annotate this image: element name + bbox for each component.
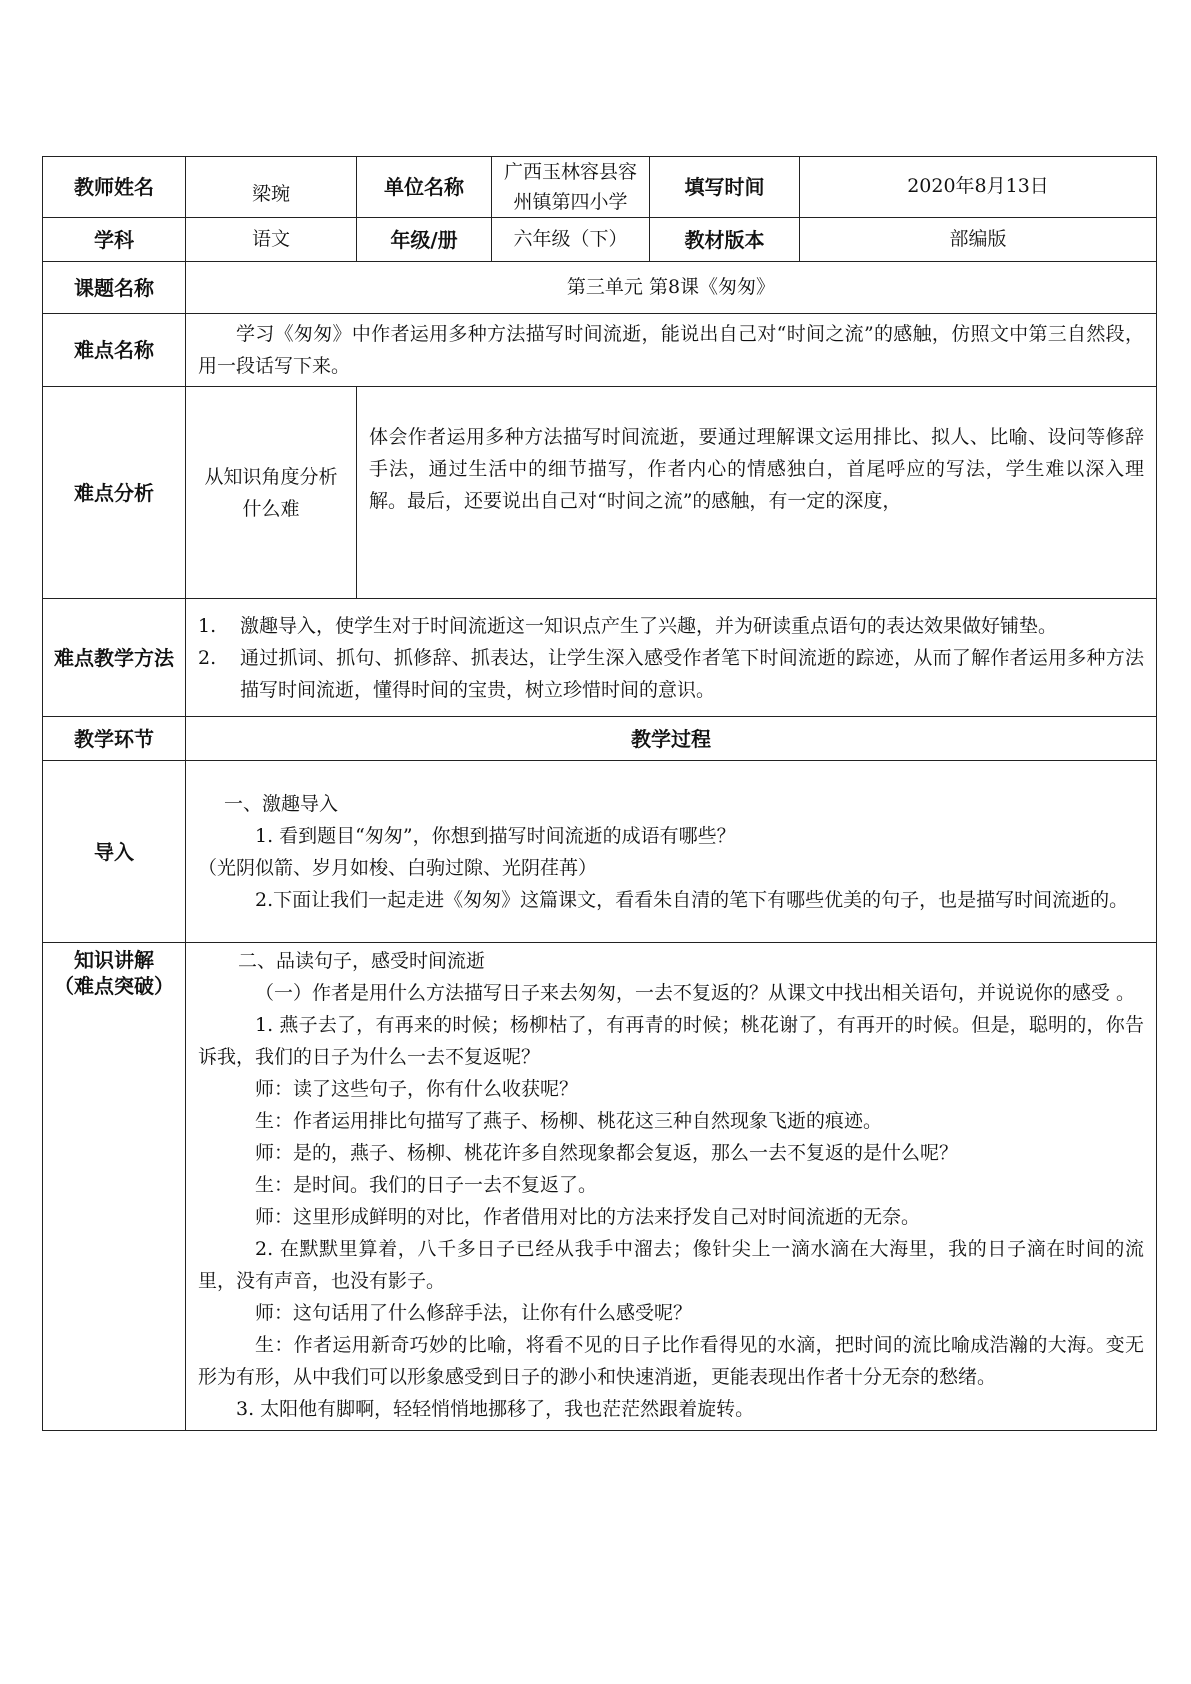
intro-transition: 2.下面让我们一起走进《匆匆》这篇课文，看看朱自清的笔下有哪些优美的句子，也是描写时间流逝的。 [255, 888, 1129, 911]
process-header-row [43, 717, 1157, 761]
difficulty-analysis-row [43, 387, 1157, 599]
knowledge-dialogue: 生：作者运用新奇巧妙的比喻，将看不见的日子比作看得见的水滴，把时间的流比喻成浩瀚的大海。变无形为有形，从中我们可以形象感受到日子的渺小和快速消逝，更能表现出作者十分无奈的愁绪。 [198, 1334, 1144, 1388]
subject-label: 学科 [43, 218, 186, 262]
grade-value: 六年级（下） [492, 218, 650, 262]
difficulty-analysis-sublabel: 从知识角度分析什么难 [186, 387, 357, 599]
list-item-text: 通过抓词、抓句、抓修辞、抓表达，让学生深入感受作者笔下时间流逝的踪迹，从而了解作者运用多种方法描写时间流逝，懂得时间的宝贵，树立珍惜时间的意识。 [240, 646, 1144, 701]
header-row-1 [43, 157, 1157, 218]
unit-name-value: 广西玉林容县容州镇第四小学 [492, 157, 650, 218]
teaching-method-row [43, 599, 1157, 717]
topic-row [43, 262, 1157, 314]
list-item [198, 610, 1144, 642]
list-item-number: 1. [198, 614, 217, 637]
list-item [198, 642, 1144, 706]
teaching-method-label: 难点教学方法 [43, 599, 186, 717]
knowledge-sentence-2: 2. 在默默里算着，八千多日子已经从我手中溜去；像针尖上一滴水滴在大海里，我的日子滴在时间的流里，没有声音，也没有影子。 [198, 1238, 1144, 1292]
intro-label: 导入 [43, 761, 186, 943]
knowledge-question: （一）作者是用什么方法描写日子来去匆匆，一去不复返的？从课文中找出相关语句，并说说你的感受 。 [255, 982, 1136, 1004]
difficulty-analysis-text: 体会作者运用多种方法描写时间流逝，要通过理解课文运用排比、拟人、比喻、设问等修辞手法，通过生活中的细节描写，作者内心的情感独白，首尾呼应的写法，学生难以深入理解。最后，还要说出自己对“时间之流”的感触，有一定的深度， [369, 425, 1144, 512]
difficulty-analysis-label: 难点分析 [43, 387, 186, 599]
subject-value: 语文 [186, 218, 357, 262]
knowledge-dialogue: 生：作者运用排比句描写了燕子、杨柳、桃花这三种自然现象飞逝的痕迹。 [255, 1110, 883, 1132]
intro-row [43, 761, 1157, 943]
knowledge-dialogue: 师：读了这些句子，你有什么收获呢？ [255, 1078, 579, 1100]
difficulty-analysis-cell [357, 387, 1157, 599]
fill-date-label: 填写时间 [650, 157, 800, 218]
teaching-method-list [186, 610, 1156, 706]
lesson-plan-table [42, 156, 1157, 1431]
list-item-number: 2. [198, 646, 217, 669]
intro-heading: 一、激趣导入 [224, 792, 339, 815]
unit-name-label: 单位名称 [357, 157, 492, 218]
knowledge-label: 知识讲解 [74, 948, 154, 972]
difficulty-name-row [43, 314, 1157, 387]
topic-value: 第三单元 第8课《匆匆》 [186, 262, 1157, 314]
difficulty-name-cell [186, 314, 1157, 387]
topic-label: 课题名称 [43, 262, 186, 314]
edition-label: 教材版本 [650, 218, 800, 262]
knowledge-dialogue: 师：这里形成鲜明的对比，作者借用对比的方法来抒发自己对时间流逝的无奈。 [255, 1206, 921, 1228]
intro-cell [186, 761, 1157, 943]
edition-value: 部编版 [800, 218, 1157, 262]
header-row-2 [43, 218, 1157, 262]
lesson-plan-sheet [42, 156, 1156, 1431]
fill-date-value: 2020年8月13日 [800, 157, 1157, 218]
grade-label: 年级/册 [357, 218, 492, 262]
teaching-process-label: 教学过程 [186, 717, 1157, 761]
difficulty-name-text: 学习《匆匆》中作者运用多种方法描写时间流逝，能说出自己对“时间之流”的感触，仿照文中第三自然段，用一段话写下来。 [198, 323, 1144, 377]
teaching-stage-label: 教学环节 [43, 717, 186, 761]
knowledge-row [43, 943, 1157, 1431]
intro-question: 1. 看到题目“匆匆”，你想到描写时间流逝的成语有哪些？ [255, 824, 736, 847]
teaching-method-cell [186, 599, 1157, 717]
knowledge-dialogue: 师：这句话用了什么修辞手法，让你有什么感受呢？ [255, 1302, 693, 1324]
knowledge-heading: 二、品读句子，感受时间流逝 [238, 950, 486, 972]
knowledge-dialogue: 生：是时间。我们的日子一去不复返了。 [255, 1174, 598, 1196]
knowledge-sentence-3: 3. 太阳他有脚啊，轻轻悄悄地挪移了，我也茫茫然跟着旋转。 [236, 1398, 755, 1420]
knowledge-sublabel: （难点突破） [54, 974, 174, 998]
difficulty-name-label: 难点名称 [43, 314, 186, 387]
knowledge-cell [186, 943, 1157, 1431]
knowledge-sentence-1: 1. 燕子去了，有再来的时候；杨柳枯了，有再青的时候；桃花谢了，有再开的时候。但是，聪明的，你告诉我，我们的日子为什么一去不复返呢？ [198, 1014, 1144, 1068]
teacher-name-value: 梁琬 [186, 157, 357, 218]
teacher-name-label: 教师姓名 [43, 157, 186, 218]
list-item-text: 激趣导入，使学生对于时间流逝这一知识点产生了兴趣，并为研读重点语句的表达效果做好铺垫。 [240, 614, 1058, 637]
knowledge-label-cell [43, 943, 186, 1431]
knowledge-dialogue: 师：是的，燕子、杨柳、桃花许多自然现象都会复返，那么一去不复返的是什么呢？ [255, 1142, 959, 1164]
intro-answer: （光阴似箭、岁月如梭、白驹过隙、光阴荏苒） [198, 856, 598, 879]
